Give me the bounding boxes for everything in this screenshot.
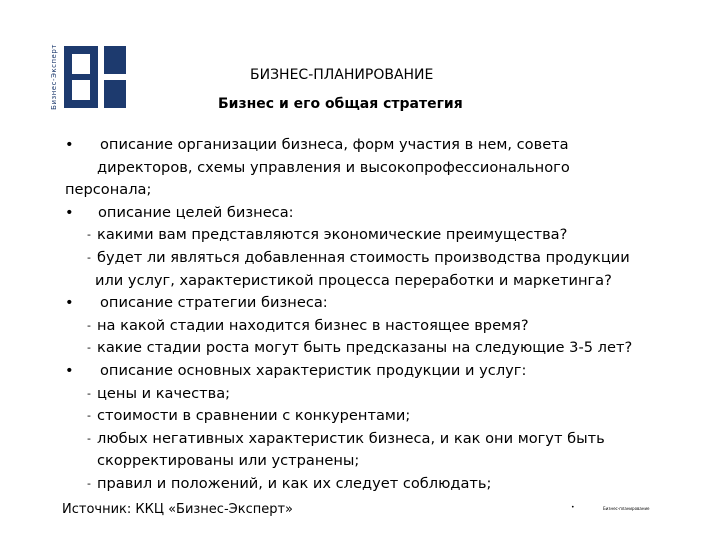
line-text: директоров, схемы управления и высокопрофессионального — [97, 158, 570, 176]
dash-marker: - — [87, 386, 91, 400]
page-subtitle: Бизнес и его общая стратегия — [218, 96, 463, 112]
dash-marker: - — [87, 250, 91, 264]
dash-text: цены и качества; — [97, 384, 231, 402]
bullet-line — [65, 202, 685, 225]
bullet-text: описание основных характеристик продукции и услуг: — [100, 361, 527, 379]
logo-vertical-text: Бизнес-Эксперт — [50, 44, 58, 110]
footer-caption: Бизнес-планирование — [603, 506, 650, 511]
text-line — [65, 179, 685, 202]
dash-text: какие стадии роста могут быть предсказаны на следующие 3-5 лет? — [97, 339, 633, 357]
dash-text: стоимости в сравнении с конкурентами; — [97, 407, 411, 425]
dash-marker: - — [87, 476, 91, 490]
content-body — [65, 134, 685, 496]
text-line — [65, 157, 685, 180]
company-logo-icon — [46, 44, 128, 110]
bullet-line — [65, 360, 685, 383]
dash-text: будет ли являться добавленная стоимость производства продукции — [97, 248, 630, 266]
dash-marker: - — [87, 431, 91, 445]
text-line — [65, 270, 685, 293]
dash-marker: - — [87, 409, 91, 423]
line-text: персонала; — [65, 181, 152, 199]
line-text: скорректированы или устранены; — [97, 452, 360, 470]
footer-source: Источник: ККЦ «Бизнес-Эксперт» — [62, 502, 293, 517]
line-text: или услуг, характеристикой процесса переработки и маркетинга? — [95, 271, 612, 289]
page-title: БИЗНЕС-ПЛАНИРОВАНИЕ — [250, 67, 434, 83]
dash-marker: - — [87, 228, 91, 242]
dash-line — [65, 315, 685, 338]
dash-line — [65, 337, 685, 360]
dash-marker: - — [87, 341, 91, 355]
dash-text: какими вам представляются экономические преимущества? — [97, 226, 568, 244]
dash-line — [65, 224, 685, 247]
text-line — [65, 450, 685, 473]
dash-line — [65, 247, 685, 270]
bullet-icon: • — [65, 203, 74, 221]
dash-line — [65, 405, 685, 428]
bullet-icon: • — [65, 294, 74, 312]
dash-line — [65, 383, 685, 406]
dash-text: на какой стадии находится бизнес в настоящее время? — [97, 316, 529, 334]
dash-line — [65, 473, 685, 496]
bullet-line — [65, 292, 685, 315]
bullet-line — [65, 134, 685, 157]
dash-text: правил и положений, и как их следует соблюдать; — [97, 474, 492, 492]
bullet-text: описание организации бизнеса, форм участия в нем, совета — [100, 136, 569, 153]
bullet-text: описание стратегии бизнеса: — [100, 294, 328, 312]
dash-marker: - — [87, 318, 91, 332]
bullet-icon: • — [65, 361, 74, 379]
dash-line — [65, 428, 685, 451]
dash-text: любых негативных характеристик бизнеса, и как они могут быть — [97, 429, 605, 447]
footer-bullet-icon: • — [571, 504, 575, 511]
bullet-icon: • — [65, 136, 74, 153]
bullet-text: описание целей бизнеса: — [98, 203, 294, 221]
